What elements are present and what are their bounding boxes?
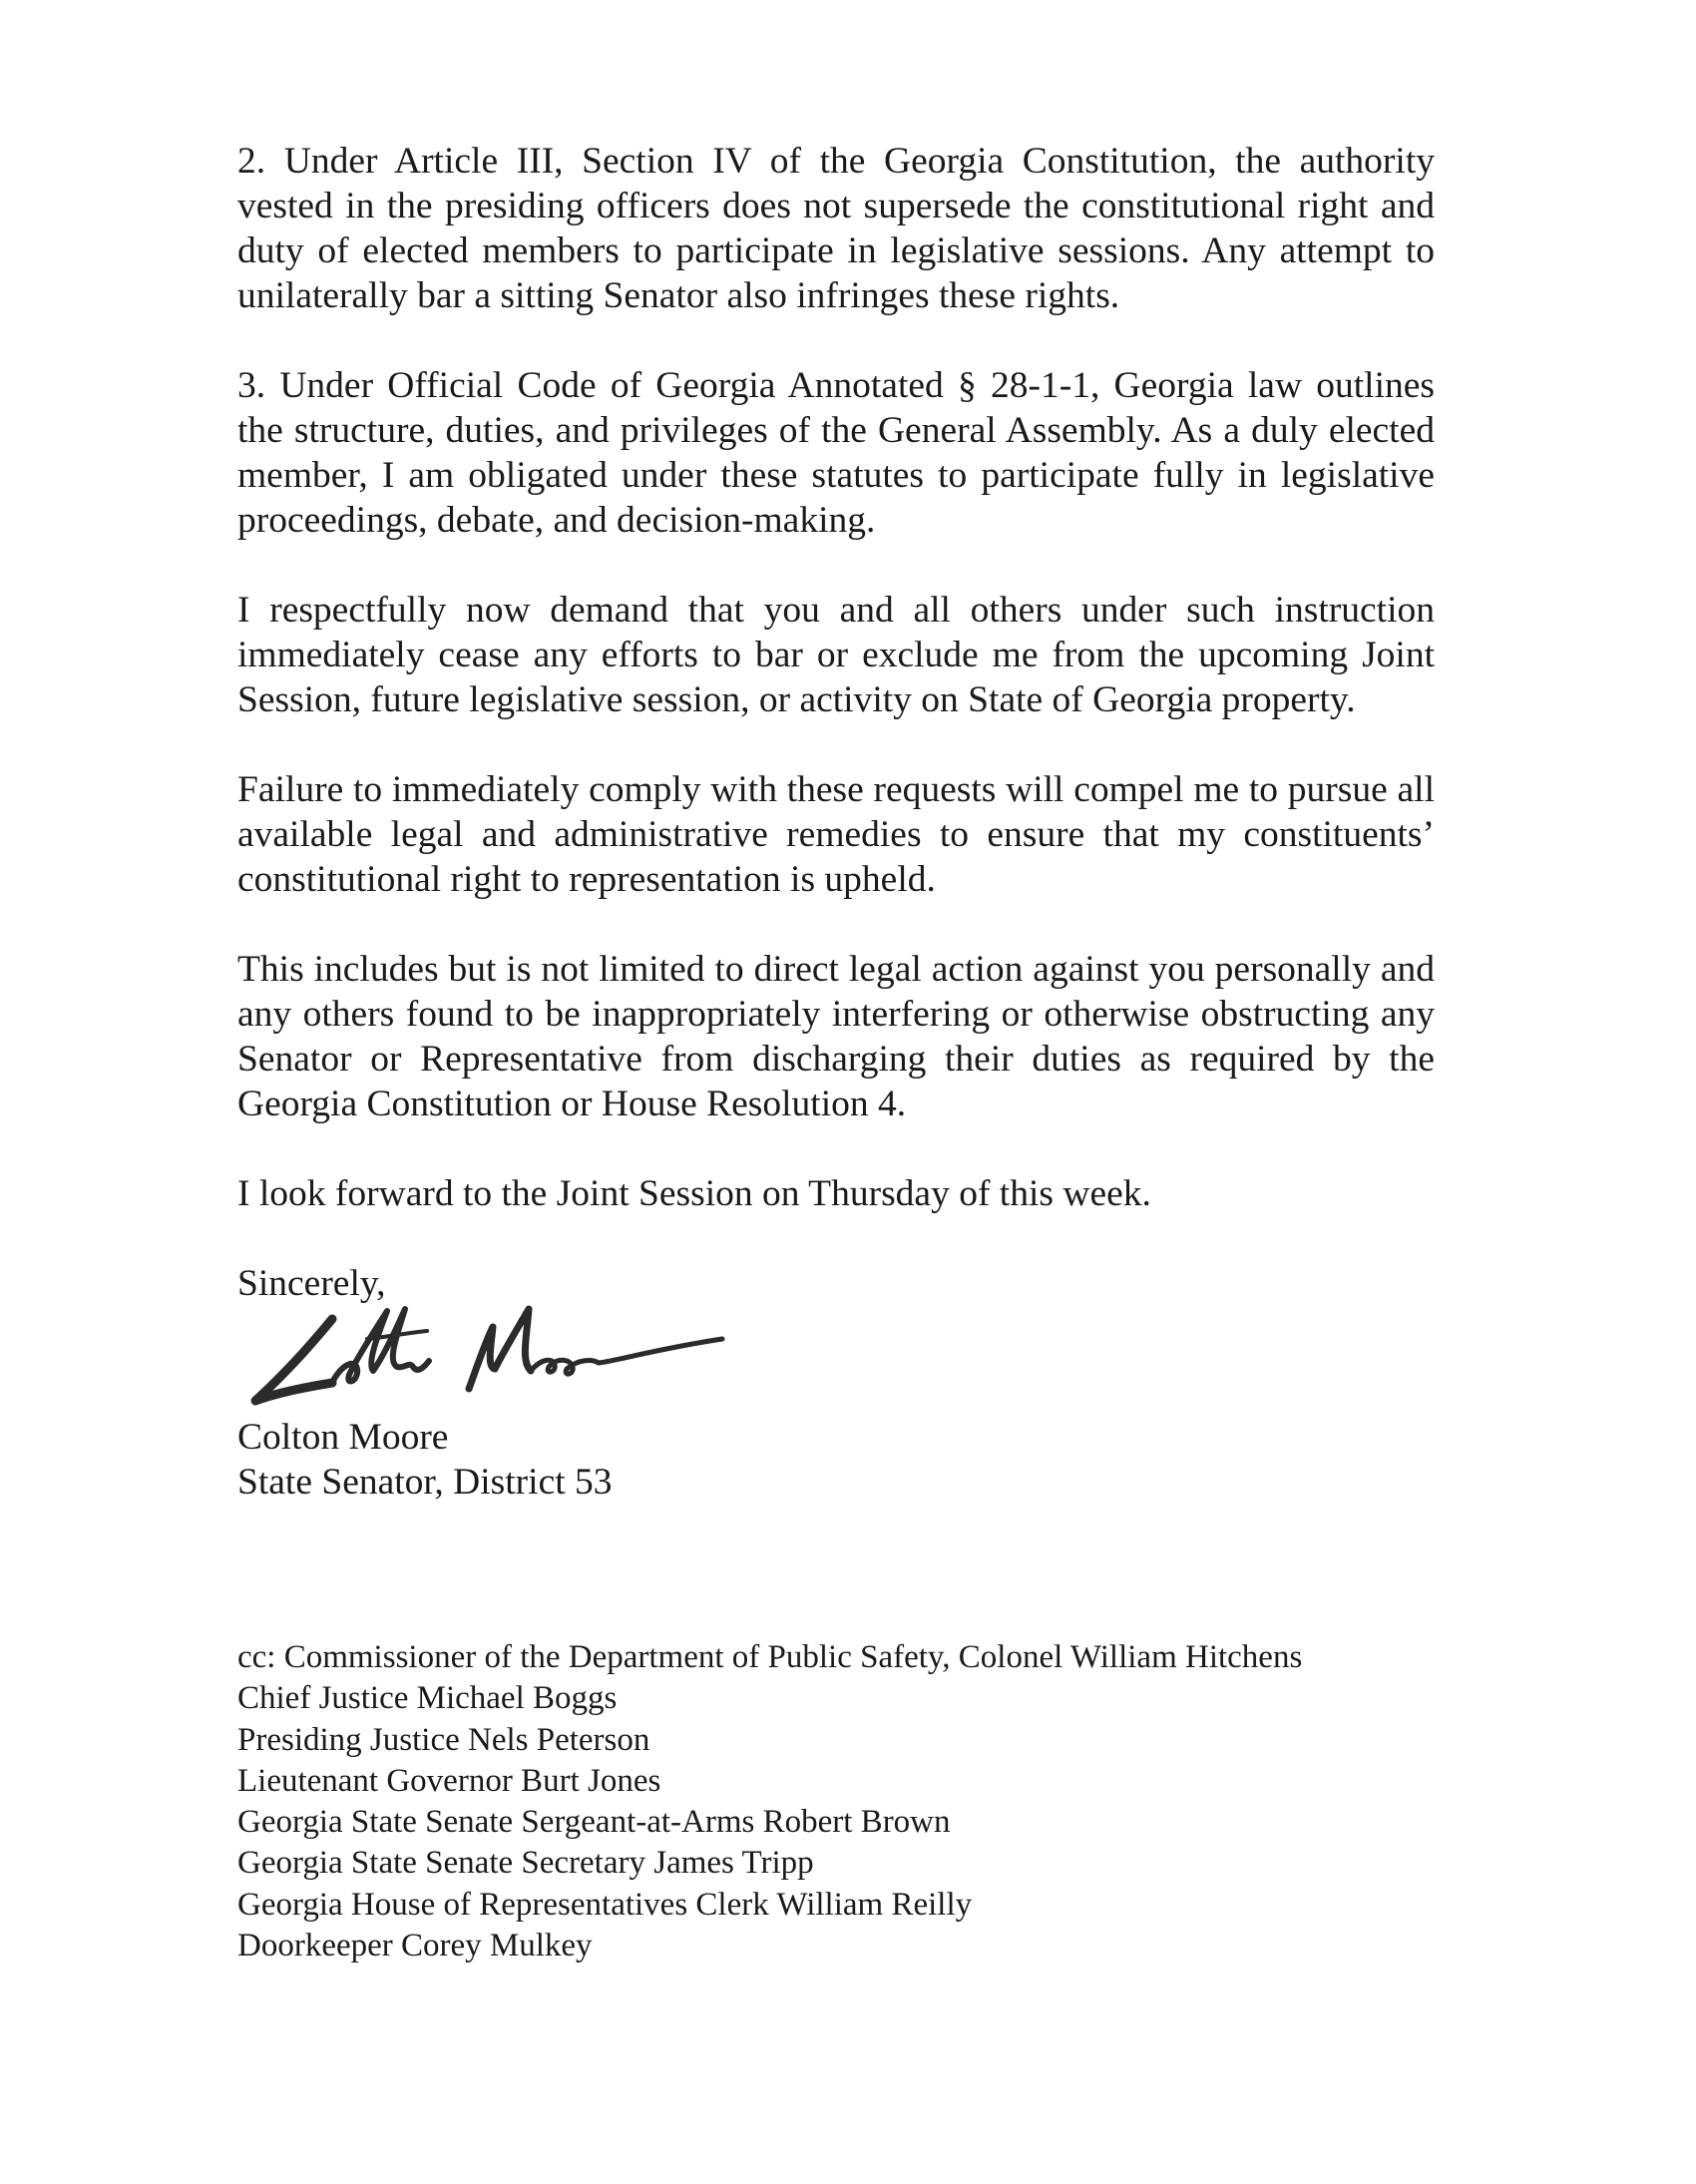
paragraph-demand: I respectfully now demand that you and all others under such instruction immediately cease any efforts to bar or exclude me from the upcoming Joint Session, future legislative session, or activity on State of Georgia property. [237,590,1435,720]
signer-name: Colton Moore [237,1417,449,1458]
cc-line: Doorkeeper Corey Mulkey [237,1928,593,1965]
cc-line: Georgia State Senate Sergeant-at-Arms Robert Brown [237,1804,951,1841]
cc-line: Lieutenant Governor Burt Jones [237,1762,661,1799]
signer-title: State Senator, District 53 [237,1462,613,1503]
cc-line: Georgia House of Representatives Clerk William Reilly [237,1886,973,1923]
closing-salutation: Sincerely, [237,1263,386,1304]
signer-block [237,1415,613,1505]
paragraph-article-iii: 2. Under Article III, Section IV of the Georgia Constitution, the authority vested in the presiding officers does not supersede the constitutional right and duty of elected members to participate in legislative sessions. Any attempt to unilaterally bar a sitting Senator also infringes these rights. [237,141,1435,316]
letter-body [237,139,1435,1306]
cc-line: cc: Commissioner of the Department of Public Safety, Colonel William Hitchens [237,1639,1303,1675]
handwritten-signature [237,1297,726,1417]
paragraph-remedies: Failure to immediately comply with these requests will compel me to pursue all available legal and administrative remedies to ensure that my constituents’ constitutional right to representation is upheld. [237,769,1435,900]
cc-line: Georgia State Senate Secretary James Tripp [237,1845,814,1882]
cc-list [237,1637,1302,1966]
paragraph-ocga: 3. Under Official Code of Georgia Annotated § 28-1-1, Georgia law outlines the structure, duties, and privileges of the General Assembly. As a duly elected member, I am obligated under these statutes to participate fully in legislative proceedings, debate, and decision-making. [237,365,1435,541]
paragraph-legal-action: This includes but is not limited to direct legal action against you personally and any others found to be inappropriately interfering or otherwise obstructing any Senator or Representative from discharging their duties as required by the Georgia Constitution or House Resolution 4. [237,949,1435,1124]
cc-line: Chief Justice Michael Boggs [237,1680,618,1717]
paragraph-joint-session: I look forward to the Joint Session on Thursday of this week. [237,1173,1151,1214]
cc-line: Presiding Justice Nels Peterson [237,1721,650,1758]
